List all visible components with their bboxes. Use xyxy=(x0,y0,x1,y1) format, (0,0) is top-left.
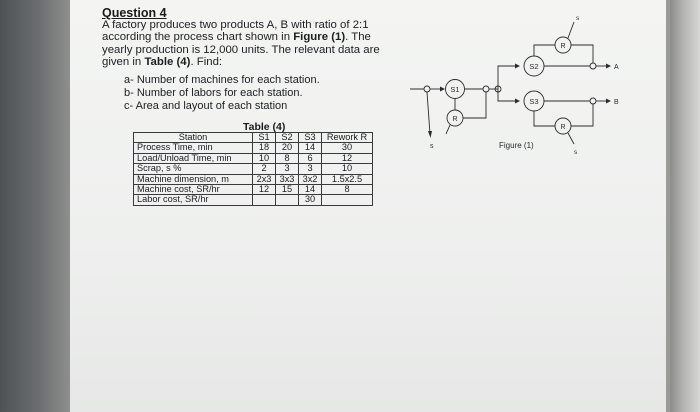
scrap-label: s xyxy=(574,149,578,156)
arrow-icon xyxy=(606,99,611,104)
arrow-icon xyxy=(606,64,611,69)
figure-caption: Figure (1) xyxy=(499,141,534,150)
station-s1-label: S1 xyxy=(450,85,460,94)
cell-s1 xyxy=(253,195,276,205)
table-row xyxy=(134,143,373,153)
cell-s2: 20 xyxy=(276,143,299,153)
table-row xyxy=(134,164,373,174)
rework-return-line xyxy=(571,45,593,63)
cell-s2: 8 xyxy=(276,153,299,163)
cell-rework: 8 xyxy=(322,185,373,195)
scrap-line xyxy=(568,22,574,38)
scrap-line xyxy=(568,133,574,144)
cell-s1: 2 xyxy=(253,164,276,174)
table-row xyxy=(134,174,373,184)
rework-label: R xyxy=(560,43,566,50)
figure-reference: Figure (1) xyxy=(293,31,346,44)
row-label: Machine dimension, m xyxy=(134,174,253,184)
row-label: Load/Unload Time, min xyxy=(134,153,253,163)
table-caption: Table (4) xyxy=(243,121,286,133)
station-s3-label: S3 xyxy=(529,97,539,106)
output-a-label: A xyxy=(614,64,619,71)
cell-s2: 3 xyxy=(276,164,299,174)
arrow-icon xyxy=(428,131,432,138)
cell-s3: 6 xyxy=(299,153,322,163)
cell-s3: 14 xyxy=(299,143,322,153)
header-rework: Rework R xyxy=(322,133,373,143)
task-item: a- Number of machines for each station. xyxy=(124,74,320,86)
cell-s3: 14 xyxy=(299,185,322,195)
output-node-a xyxy=(590,63,596,69)
rework-label: R xyxy=(560,124,566,131)
rework-return-line xyxy=(571,104,593,126)
rework-return-line xyxy=(463,92,486,118)
table-row xyxy=(134,153,373,163)
table-row xyxy=(134,195,373,205)
scrap-label: s xyxy=(430,143,434,150)
scrap-line xyxy=(446,125,450,134)
intro-text-2: . The yearly production is 12,000 units. The relevant data are given in xyxy=(102,31,380,69)
cell-s2 xyxy=(276,195,299,205)
arrow-icon xyxy=(515,64,520,69)
cell-s3: 3x2 xyxy=(299,174,322,184)
output-b-label: B xyxy=(614,99,619,106)
table-header-row xyxy=(134,133,373,143)
question-intro xyxy=(102,19,402,69)
rework-label: R xyxy=(452,116,458,123)
output-node-b xyxy=(590,98,596,104)
cell-rework: 30 xyxy=(322,143,373,153)
right-screen-bezel xyxy=(670,0,700,412)
split-node xyxy=(483,86,489,92)
branch-line-up xyxy=(498,66,518,89)
row-label: Labor cost, SR/hr xyxy=(134,195,253,205)
header-station: Station xyxy=(134,133,253,143)
cell-rework: 10 xyxy=(322,164,373,174)
arrow-icon xyxy=(515,99,520,104)
left-screen-bezel xyxy=(0,0,70,412)
scrap-label: s xyxy=(576,15,580,22)
row-label: Machine cost, SR/hr xyxy=(134,185,253,195)
row-label: Process Time, min xyxy=(134,143,253,153)
header-s1: S1 xyxy=(253,133,276,143)
arrow-icon xyxy=(440,87,445,92)
cell-s1: 12 xyxy=(253,185,276,195)
table-reference: Table (4) xyxy=(144,56,191,69)
intro-text-3: . Find: xyxy=(190,56,223,69)
task-list xyxy=(124,74,320,113)
scrap-line xyxy=(427,92,430,134)
station-s2-label: S2 xyxy=(529,62,539,71)
question-heading: Question 4 xyxy=(102,6,167,20)
header-s3: S3 xyxy=(299,133,322,143)
header-s2: S2 xyxy=(276,133,299,143)
task-item: b- Number of labors for each station. xyxy=(124,87,303,99)
task-item: c- Area and layout of each station xyxy=(124,100,288,112)
input-node xyxy=(424,86,430,92)
cell-s1: 10 xyxy=(253,153,276,163)
cell-s1: 2x3 xyxy=(253,174,276,184)
cell-s2: 3x3 xyxy=(276,174,299,184)
cell-s3: 3 xyxy=(299,164,322,174)
intro-text-1: A factory produces two products A, B with ratio of 2:1 according the process chart shown in xyxy=(102,19,369,44)
cell-rework: 12 xyxy=(322,153,373,163)
row-label: Scrap, s % xyxy=(134,164,253,174)
cell-rework xyxy=(322,195,373,205)
rework-line xyxy=(534,45,555,56)
cell-rework: 1.5x2.5 xyxy=(322,174,373,184)
table-row xyxy=(134,185,373,195)
data-table xyxy=(133,132,373,206)
rework-line xyxy=(534,111,555,126)
cell-s2: 15 xyxy=(276,185,299,195)
cell-s1: 18 xyxy=(253,143,276,153)
cell-s3: 30 xyxy=(299,195,322,205)
